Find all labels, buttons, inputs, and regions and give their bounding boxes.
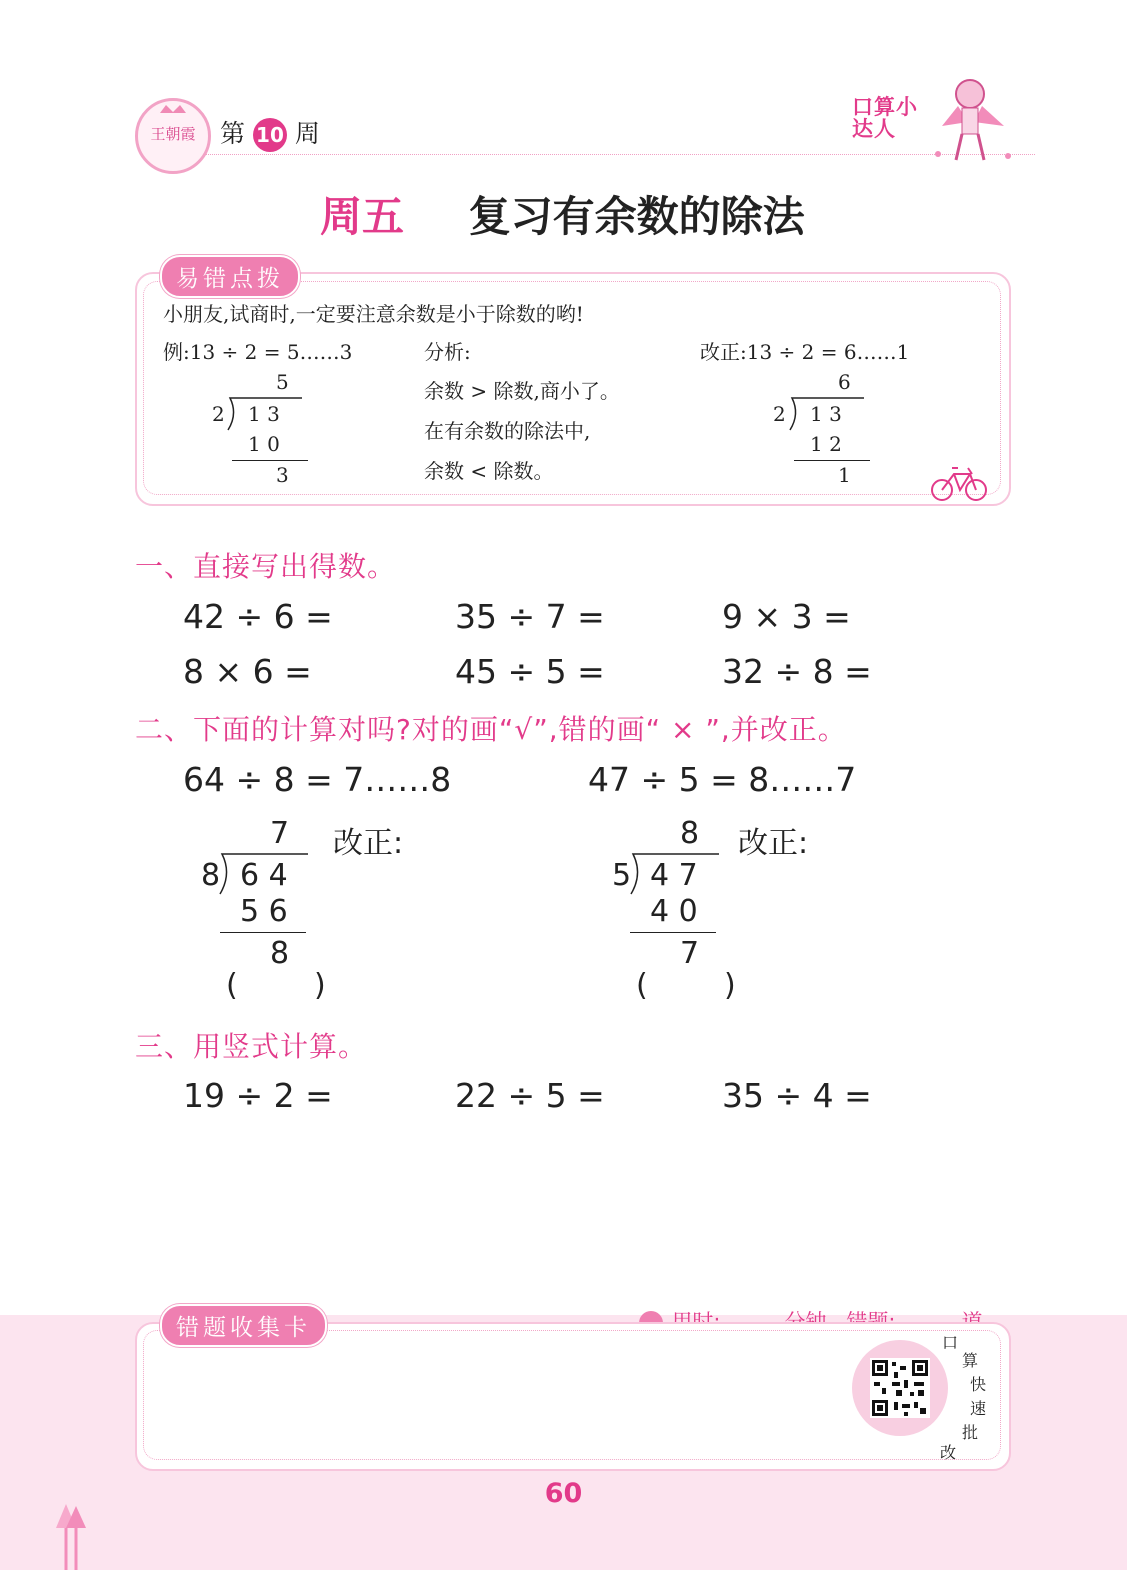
title-topic: 复习有余数的除法	[468, 192, 805, 241]
check-quotient: 7	[270, 816, 290, 851]
vertical-problem: 35 ÷ 4 =	[722, 1076, 872, 1115]
check-answer-blank[interactable]: ( )	[636, 968, 736, 1003]
qr-badge	[852, 1340, 948, 1436]
tip-analysis-line: 余数 > 除数,商小了。	[424, 379, 620, 403]
oral-problem: 9 × 3 =	[722, 597, 851, 636]
series-logo	[848, 76, 1018, 168]
oral-problem: 45 ÷ 5 =	[455, 652, 605, 691]
wrong-quotient: 5	[276, 370, 289, 394]
qr-caption-char: 口	[942, 1333, 959, 1352]
fix-label: 改正:	[333, 826, 404, 861]
check-answer-blank[interactable]: ( )	[226, 968, 326, 1003]
wrong-product: 1 0	[248, 432, 280, 456]
week-number-badge: 10	[253, 118, 287, 152]
tip-badge: 易错点拨	[160, 255, 300, 298]
qr-code-icon[interactable]	[870, 1358, 930, 1418]
tip-intro: 小朋友,试商时,一定要注意余数是小于除数的哟!	[163, 302, 584, 326]
series-logo-text: 口算小达人	[852, 95, 918, 141]
wrong-dividend: 1 3	[248, 402, 280, 426]
qr-caption-char: 改	[940, 1443, 957, 1462]
oral-problem: 8 × 6 =	[183, 652, 312, 691]
page-number: 60	[544, 1478, 583, 1509]
right-dividend: 1 3	[810, 402, 842, 426]
section2-title: 二、下面的计算对吗?对的画“√”,错的画“ × ”,并改正。	[135, 713, 847, 746]
qr-caption-char: 快	[970, 1375, 987, 1394]
check-product: 4 0	[650, 894, 698, 929]
vertical-problem: 22 ÷ 5 =	[455, 1076, 605, 1115]
right-rule	[794, 460, 870, 461]
right-product: 1 2	[810, 432, 842, 456]
tip-example: 例:13 ÷ 2 = 5……3	[163, 340, 353, 364]
brand-logo-text: 王朝霞	[150, 125, 196, 143]
brand-logo	[135, 98, 211, 174]
tip-analysis-label: 分析:	[424, 340, 471, 364]
check-quotient: 8	[680, 816, 700, 851]
oral-problem: 32 ÷ 8 =	[722, 652, 872, 691]
check-remainder: 7	[680, 936, 700, 971]
qr-caption-char: 速	[970, 1399, 987, 1418]
section3-title: 三、用竖式计算。	[135, 1030, 368, 1063]
oral-problem: 42 ÷ 6 =	[183, 597, 333, 636]
right-remainder: 1	[838, 463, 851, 487]
fix-label: 改正:	[738, 826, 809, 861]
check-dividend: 4 7	[650, 858, 698, 893]
wrong-remainder: 3	[276, 463, 289, 487]
week-label	[220, 114, 320, 152]
wrong-rule	[232, 460, 308, 461]
right-divisor: 2	[773, 402, 786, 426]
week-prefix: 第	[220, 119, 246, 148]
check-equation: 64 ÷ 8 = 7……8	[183, 760, 452, 799]
page-title	[320, 184, 805, 244]
right-quotient: 6	[838, 370, 851, 394]
week-suffix: 周	[294, 119, 320, 148]
arrow-up-icon	[52, 1500, 92, 1570]
check-rule	[630, 932, 716, 933]
mascot-icon	[928, 76, 1018, 168]
section1-title: 一、直接写出得数。	[135, 550, 397, 583]
error-card-badge: 错题收集卡	[160, 1304, 327, 1347]
bicycle-icon	[930, 462, 990, 502]
check-divisor: 8	[201, 858, 221, 893]
check-rule	[220, 932, 306, 933]
check-divisor: 5	[612, 858, 632, 893]
vertical-problem: 19 ÷ 2 =	[183, 1076, 333, 1115]
tip-correction: 改正:13 ÷ 2 = 6……1	[700, 340, 910, 364]
check-equation: 47 ÷ 5 = 8……7	[588, 760, 857, 799]
check-product: 5 6	[240, 894, 288, 929]
qr-caption-char: 算	[962, 1351, 979, 1370]
title-day: 周五	[320, 192, 405, 241]
wrong-divisor: 2	[212, 402, 225, 426]
tip-analysis-line: 余数 < 除数。	[424, 459, 554, 483]
check-dividend: 6 4	[240, 858, 288, 893]
qr-caption-char: 批	[962, 1423, 979, 1442]
oral-problem: 35 ÷ 7 =	[455, 597, 605, 636]
check-remainder: 8	[270, 936, 290, 971]
tip-analysis-line: 在有余数的除法中,	[424, 419, 591, 443]
